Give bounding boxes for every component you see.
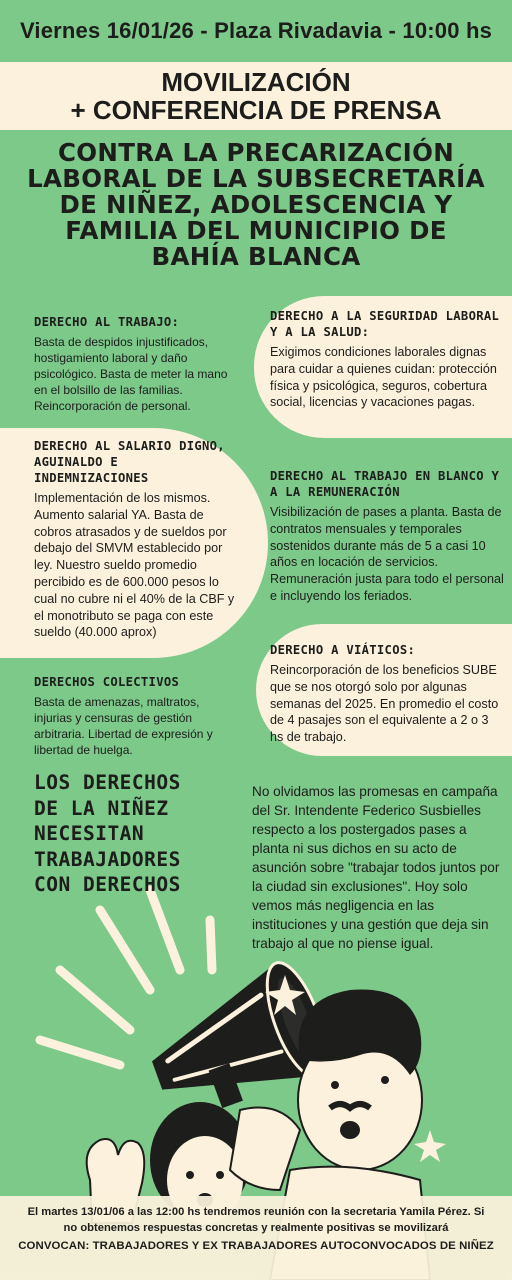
footer-convocan: CONVOCAN: TRABAJADORES Y EX TRABAJADORES AUTOCONVOCADOS DE NIÑEZ [18, 1240, 494, 1252]
card-viaticos [256, 624, 512, 756]
event-date-location: Viernes 16/01/26 - Plaza Rivadavia - 10:00 hs [0, 0, 512, 62]
card-title: DERECHO AL TRABAJO: [34, 315, 180, 329]
card-salario-digno [0, 428, 268, 658]
card-title: DERECHO AL TRABAJO EN BLANCO Y A LA REMUNERACIÓN [270, 469, 500, 499]
slogan-line: TRABAJADORES [34, 847, 181, 871]
banner-line-1: MOVILIZACIÓN [161, 67, 351, 97]
headline-line: LABORAL DE LA SUBSECRETARÍA [27, 164, 485, 193]
footer-meeting-note: El martes 13/01/06 a las 12:00 hs tendremos reunión con la secretaria Yamila Pérez. Si no obtenemos respuestas concretas y realmente positivas se movilizará [27, 1206, 485, 1234]
slogan-line: NECESITAN [34, 822, 145, 845]
card-text: Implementación de los mismos. Aumento salarial YA. Basta de cobros atrasados y de sueldos por debajo del SMVM establecido por ley. Nuestro sueldo promedio percibido es de 600.000 pesos lo cual no cubre ni el 40% de la CBF y el monotributo se paga con este sueldo (40.000 aprox) [34, 491, 235, 640]
banner-line-2: + CONFERENCIA DE PRENSA [70, 95, 442, 125]
mobilization-banner [0, 62, 512, 130]
headline-line: CONTRA LA PRECARIZACIÓN [57, 138, 455, 167]
card-title: DERECHO AL SALARIO DIGNO, AGUINALDO E INDEMNIZACIONES [34, 439, 225, 485]
card-text: Basta de amenazas, maltratos, injurias y censuras de gestión arbitraria. Libertad de expresión y libertad de huelga. [34, 695, 213, 757]
card-text: Visibilización de pases a planta. Basta de contratos mensuales y temporales sostenidos durante más de 5 a casi 10 años en locación de servicios. Remuneración justa para todo el personal e incluyendo los feriados. [270, 505, 504, 603]
card-title: DERECHO A LA SEGURIDAD LABORAL Y A LA SALUD: [270, 309, 500, 339]
card-title: DERECHOS COLECTIVOS [34, 675, 180, 689]
card-trabajo-en-blanco [256, 456, 512, 606]
slogan-line: DE LA NIÑEZ [34, 796, 169, 820]
card-derecho-trabajo [0, 296, 250, 416]
card-derechos-colectivos [0, 662, 250, 762]
slogan-line: CON DERECHOS [34, 873, 181, 896]
headline-line: DE NIÑEZ, ADOLESCENCIA Y [59, 190, 453, 219]
card-text: Reincorporación de los beneficios SUBE que se nos otorgó solo por algunas semanas del 2025. En promedio el costo de 4 pasajes son el equivalente a 2 o 3 hs de trabajo. [270, 663, 499, 745]
footer [0, 1196, 512, 1280]
main-headline [14, 140, 498, 270]
card-title: DERECHO A VIÁTICOS: [270, 643, 416, 657]
headline-line: FAMILIA DEL MUNICIPIO DE [65, 216, 447, 245]
slogan-line: LOS DERECHOS [34, 771, 181, 794]
card-text: Exigimos condiciones laborales dignas para cuidar a quienes cuidan: protección física y psicológica, seguros, cobertura social, licencias y vacaciones pagas. [270, 345, 497, 410]
headline-line: BAHÍA BLANCA [151, 242, 361, 271]
slogan [34, 770, 244, 898]
promise-paragraph: No olvidamos las promesas en campaña del Sr. Intendente Federico Susbielles respecto a los postergados pases a planta ni sus dichos en su acto de asunción sobre "trabajar todos juntos por la ciudad sin exclusiones". Hoy solo vemos más negligencia en las instituciones y una gestión que deja sin trabajo al que no piense igual. [252, 784, 500, 951]
card-text: Basta de despidos injustificados, hostigamiento laboral y daño psicológico. Basta de meter la mano en el bolsillo de las familias. Reincorporación de personal. [34, 335, 228, 413]
card-seguridad-laboral [254, 296, 512, 438]
